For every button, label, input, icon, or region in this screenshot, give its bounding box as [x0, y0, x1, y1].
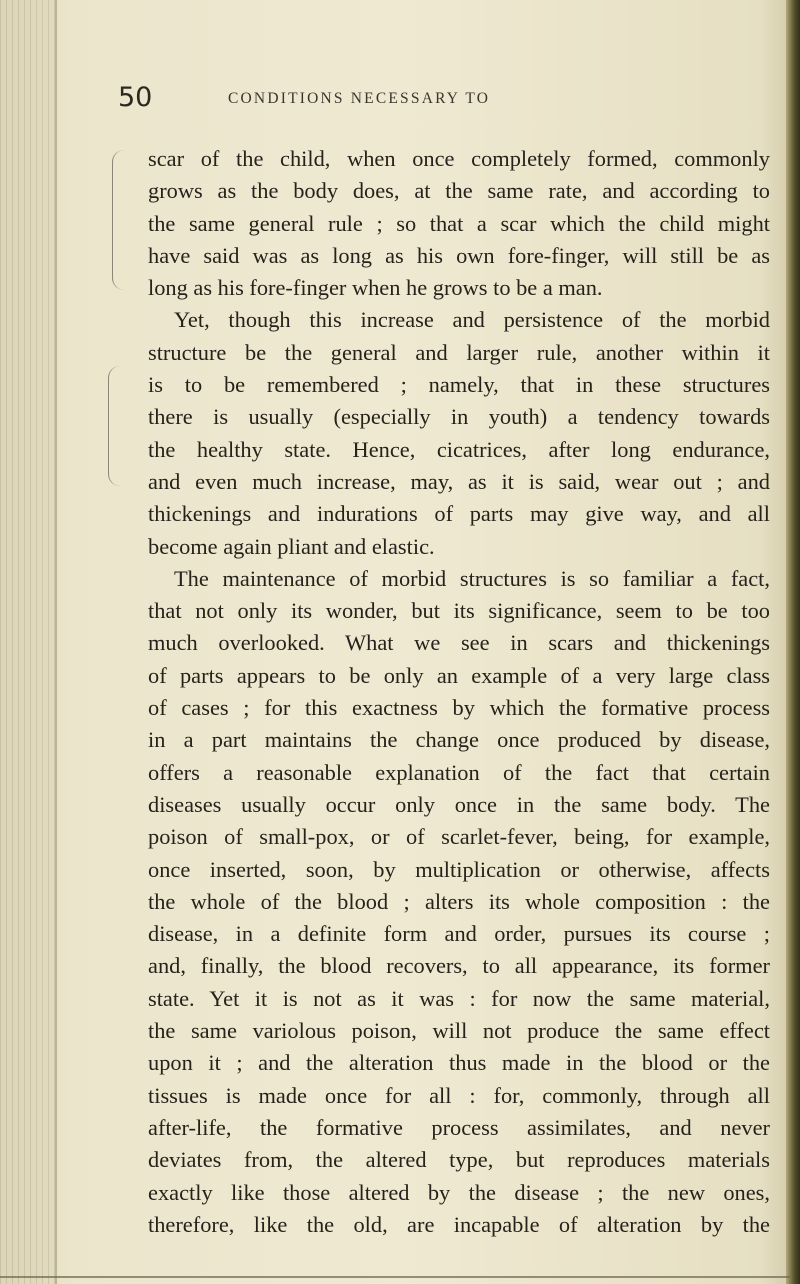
text-line: thickenings and indurations of parts may give way, and all: [148, 501, 770, 527]
text-line: once inserted, soon, by multiplication or otherwise, affects: [148, 856, 770, 882]
text-line: have said was as long as his own fore-finger, will still be as: [148, 242, 770, 268]
text-line: exactly like those altered by the disease ; the new ones,: [148, 1179, 770, 1205]
paragraph-start-line: Yet, though this increase and persistence of the morbid: [174, 307, 770, 333]
text-line: tissues is made once for all : for, commonly, through all: [148, 1082, 770, 1108]
running-head: CONDITIONS NECESSARY TO: [228, 90, 491, 107]
text-line: offers a reasonable explanation of the fact that certain: [148, 759, 770, 785]
text-line: is to be remembered ; namely, that in these structures: [148, 372, 770, 398]
text-line: and, finally, the blood recovers, to all appearance, its former: [148, 953, 770, 979]
text-line: and even much increase, may, as it is said, wear out ; and: [148, 468, 770, 494]
text-line: in a part maintains the change once produced by disease,: [148, 727, 770, 753]
margin-bracket-mark: [112, 150, 127, 290]
text-line: poison of small-pox, or of scarlet-fever, being, for example,: [148, 824, 770, 850]
text-line: the same variolous poison, will not produce the same effect: [148, 1018, 770, 1044]
text-line: there is usually (especially in youth) a tendency towards: [148, 404, 770, 430]
text-line: of cases ; for this exactness by which the formative process: [148, 695, 770, 721]
text-line: structure be the general and larger rule, another within it: [148, 339, 770, 365]
text-line: the same general rule ; so that a scar which the child might: [148, 210, 770, 236]
margin-bracket-mark: [108, 366, 123, 486]
text-line: diseases usually occur only once in the same body. The: [148, 791, 770, 817]
text-line: grows as the body does, at the same rate, and according to: [148, 178, 770, 204]
text-line: scar of the child, when once completely formed, commonly: [148, 146, 770, 171]
gutter-edge: [55, 0, 57, 1284]
text-line: state. Yet it is not as it was : for now the same material,: [148, 985, 770, 1011]
text-line: upon it ; and the alteration thus made in the blood or the: [148, 1050, 770, 1076]
binding-gutter: [0, 0, 55, 1284]
text-line: much overlooked. What we see in scars and thickenings: [148, 630, 770, 656]
page-number: 50: [118, 82, 153, 113]
body-text: [148, 143, 770, 1241]
text-line: disease, in a definite form and order, pursues its course ;: [148, 921, 770, 947]
page-bottom-edge: [0, 1276, 790, 1278]
page-edge-shadow: [786, 0, 800, 1284]
text-line: the whole of the blood ; alters its whole composition : the: [148, 888, 770, 914]
text-line: long as his fore-finger when he grows to be a man.: [148, 275, 603, 301]
page-header: [0, 82, 800, 122]
text-line: therefore, like the old, are incapable of alteration by the: [148, 1211, 770, 1237]
text-line: become again pliant and elastic.: [148, 533, 435, 559]
text-line: the healthy state. Hence, cicatrices, after long endurance,: [148, 436, 770, 462]
text-line: after-life, the formative process assimilates, and never: [148, 1114, 770, 1140]
text-line: deviates from, the altered type, but reproduces materials: [148, 1147, 770, 1173]
text-line: that not only its wonder, but its significance, seem to be too: [148, 598, 770, 624]
paragraph-start-line: The maintenance of morbid structures is so familiar a fact,: [174, 565, 770, 591]
text-line: of parts appears to be only an example of a very large class: [148, 662, 770, 688]
